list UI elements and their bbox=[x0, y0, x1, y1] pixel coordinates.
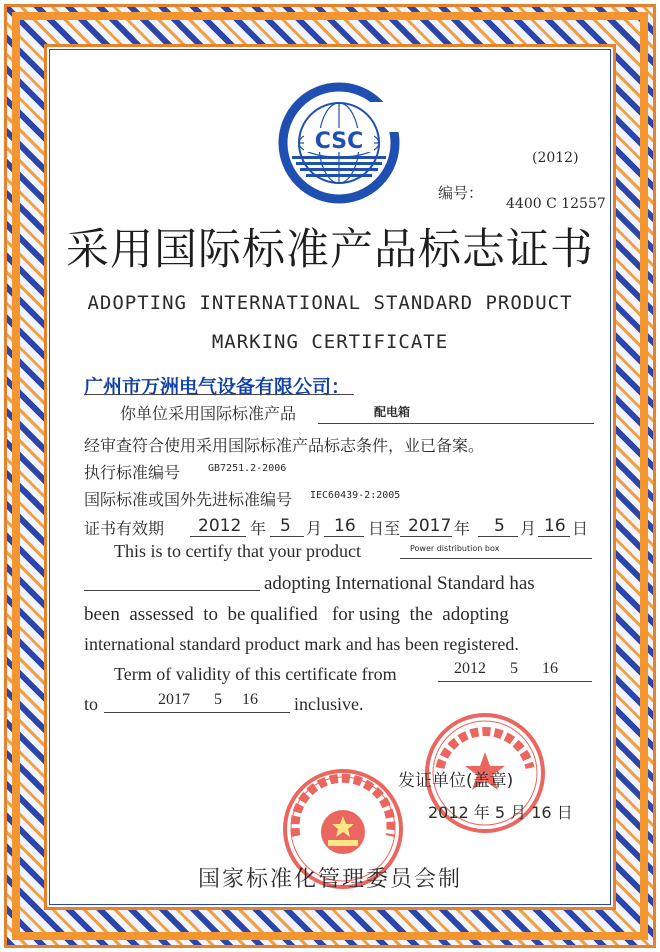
certificate-number: 4400 C 12557 bbox=[506, 196, 606, 212]
month-char-2: 月 bbox=[520, 519, 537, 538]
year-char-2: 年 bbox=[454, 519, 471, 538]
review-statement: 经审查符合使用采用国际标准产品标志条件，业已备案。 bbox=[84, 436, 485, 455]
csc-logo-icon bbox=[272, 82, 406, 204]
certificate-number-label: 编号： bbox=[438, 184, 484, 202]
adopting-statement: adopting International Standard has bbox=[264, 573, 535, 594]
title-english-line1: ADOPTING INTERNATIONAL STANDARD PRODUCT bbox=[87, 292, 573, 314]
product-line-prefix: 你单位采用国际标准产品 bbox=[120, 404, 297, 423]
month-char: 月 bbox=[306, 519, 323, 538]
year-char: 年 bbox=[250, 519, 267, 538]
day-char: 日 bbox=[572, 519, 589, 538]
certify-statement: This is to certify that your product bbox=[114, 541, 361, 561]
validity-to-month: 5 bbox=[494, 516, 505, 536]
validity-to-day: 16 bbox=[544, 516, 566, 536]
intl-standard-number: IEC60439-2:2005 bbox=[310, 490, 401, 501]
title-english-line2: MARKING CERTIFICATE bbox=[211, 331, 449, 353]
company-underline bbox=[84, 394, 354, 395]
svg-text:CSC: CSC bbox=[314, 129, 364, 154]
validity-from-day: 16 bbox=[334, 516, 356, 536]
product-name-cn: 配电箱 bbox=[374, 405, 411, 419]
issuer-label: 发证单位(盖章) bbox=[398, 771, 514, 791]
standard-number: GB7251.2-2006 bbox=[208, 463, 287, 474]
intl-standard-label: 国际标准或国外先进标准编号 bbox=[84, 490, 293, 509]
title-chinese: 采用国际标准产品标志证书 bbox=[66, 225, 594, 275]
footer-issuer: 国家标准化管理委员会制 bbox=[197, 867, 462, 892]
validity-label: 证书有效期 bbox=[84, 519, 165, 538]
to-label: to bbox=[84, 694, 99, 714]
validity-from-year: 2012 bbox=[198, 516, 242, 536]
registered-statement: international standard product mark and has been registered. bbox=[84, 634, 519, 654]
day-to-char: 日至 bbox=[368, 519, 401, 538]
certificate-year: (2012) bbox=[532, 150, 579, 166]
company-name: 广州市万洲电气设备有限公司： bbox=[84, 376, 351, 398]
standard-label: 执行标准编号 bbox=[84, 463, 181, 482]
product-underline bbox=[318, 423, 594, 424]
product-name-en: Power distribution box bbox=[410, 544, 500, 553]
validity-from-month: 5 bbox=[280, 516, 291, 536]
issue-date: 2012 年 5 月 16 日 bbox=[428, 803, 573, 822]
validity-en-from: 2012 5 16 bbox=[454, 660, 558, 677]
validity-to-year: 2017 bbox=[408, 516, 452, 536]
inclusive-label: inclusive. bbox=[294, 694, 364, 714]
validity-en-to: 2017 5 16 bbox=[158, 691, 258, 708]
assessed-statement: been assessed to be qualified for using the adopting bbox=[84, 604, 509, 625]
validity-en-label: Term of validity of this certificate from bbox=[114, 664, 397, 684]
